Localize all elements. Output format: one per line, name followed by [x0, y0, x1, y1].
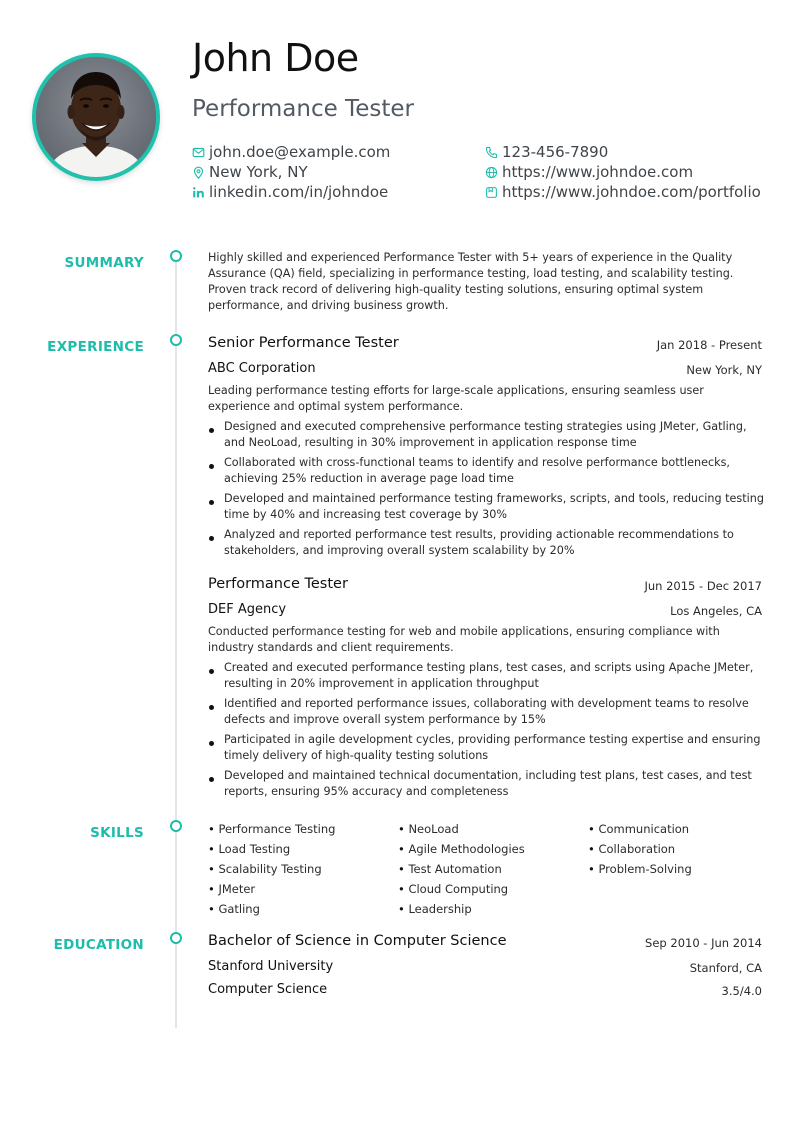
- skill-item: • Performance Testing: [208, 819, 398, 839]
- linkedin-icon: [192, 186, 205, 199]
- contact-website[interactable]: [485, 163, 693, 181]
- contact-linkedin-text: linkedin.com/in/johndoe: [209, 183, 389, 201]
- job-description: Leading performance testing efforts for large-scale applications, ensuring seamless user experience and optimal system performance.: [208, 384, 704, 413]
- candidate-role: Performance Tester: [192, 96, 414, 122]
- list-item: Collaborated with cross-functional teams to identify and resolve performance bottlenecks, achieving 25% reduction in average page load time: [208, 455, 764, 487]
- skill-item: • Scalability Testing: [208, 859, 398, 879]
- skill-item: • Test Automation: [398, 859, 588, 879]
- summary-text: Highly skilled and experienced Performance Tester with 5+ years of experience in the Quality Assurance (QA) field, specializing in performance testing, load testing, and scalability testing. Proven track record of delivering high-quality testing solutions, ensuring optimal system performance, and driving business growth.: [208, 251, 734, 312]
- job-company: DEF Agency: [208, 602, 287, 617]
- contact-linkedin[interactable]: [192, 183, 388, 201]
- skill-item: • Gatling: [208, 899, 398, 919]
- education-location: Stanford, CA: [689, 961, 762, 975]
- job-company: ABC Corporation: [208, 361, 316, 376]
- list-item: Analyzed and reported performance test results, providing actionable recommendations to stakeholders, and improving overall system scalability by 20%: [208, 527, 764, 559]
- section-title-skills: SKILLS: [90, 825, 144, 841]
- map-pin-icon: [192, 166, 205, 179]
- list-item: Developed and maintained technical documentation, including test plans, test cases, and test reports, ensuring 95% accuracy and completeness: [208, 768, 764, 800]
- timeline-dot-summary: [170, 250, 182, 262]
- contact-phone[interactable]: [485, 143, 608, 161]
- contact-portfolio-text: https://www.johndoe.com/portfolio: [502, 183, 761, 201]
- education-school: Stanford University: [208, 959, 334, 974]
- timeline-dot-experience: [170, 334, 182, 346]
- skill-item: • Leadership: [398, 899, 588, 919]
- job-dates: Jun 2015 - Dec 2017: [644, 579, 762, 593]
- education-field: Computer Science: [208, 982, 328, 997]
- skill-item: • NeoLoad: [398, 819, 588, 839]
- envelope-icon: [192, 146, 205, 159]
- profile-photo-ring: [32, 53, 160, 181]
- skill-item: • Load Testing: [208, 839, 398, 859]
- section-title-experience: EXPERIENCE: [47, 339, 144, 355]
- contact-website-text: https://www.johndoe.com: [502, 163, 694, 181]
- list-item: Participated in agile development cycles, providing performance testing expertise and ensuring timely delivery of high-quality testing solutions: [208, 732, 764, 764]
- list-item: Identified and reported performance issues, collaborating with development teams to resolve defects and improve overall system performance by 15%: [208, 696, 764, 728]
- profile-photo: [36, 57, 156, 177]
- skill-item: • Communication: [588, 819, 778, 839]
- job-bullets: [208, 660, 764, 804]
- job-title: Senior Performance Tester: [208, 335, 399, 351]
- job-description: Conducted performance testing for web and mobile applications, ensuring compliance with industry standards and client requirements.: [208, 625, 720, 654]
- portfolio-icon: [485, 186, 498, 199]
- list-item: Designed and executed comprehensive performance testing strategies using JMeter, Gatling, and NeoLoad, resulting in 30% improvement in application response time: [208, 419, 764, 451]
- contact-portfolio[interactable]: [485, 183, 761, 201]
- timeline-dot-skills: [170, 820, 182, 832]
- education-gpa: 3.5/4.0: [721, 984, 762, 998]
- section-title-education: EDUCATION: [53, 937, 144, 953]
- globe-icon: [485, 166, 498, 179]
- timeline-line: [175, 256, 177, 1028]
- education-dates: Sep 2010 - Jun 2014: [645, 936, 762, 950]
- skills-column: [208, 819, 398, 919]
- skills-column: [398, 819, 588, 919]
- skill-item: • Cloud Computing: [398, 879, 588, 899]
- job-title: Performance Tester: [208, 576, 348, 592]
- candidate-name: John Doe: [192, 36, 359, 80]
- skill-item: • Collaboration: [588, 839, 778, 859]
- job-bullets: [208, 419, 764, 563]
- skill-item: • Agile Methodologies: [398, 839, 588, 859]
- timeline-dot-education: [170, 932, 182, 944]
- contact-location: [192, 163, 308, 181]
- job-dates: Jan 2018 - Present: [656, 338, 762, 352]
- skill-item: • JMeter: [208, 879, 398, 899]
- skill-item: • Problem-Solving: [588, 859, 778, 879]
- list-item: Created and executed performance testing plans, test cases, and scripts using Apache JMeter, resulting in 20% improvement in application throughput: [208, 660, 764, 692]
- phone-icon: [485, 146, 498, 159]
- contact-email-text: john.doe@example.com: [209, 143, 391, 161]
- contact-email[interactable]: [192, 143, 390, 161]
- skills-grid: [208, 819, 778, 919]
- contact-phone-text: 123-456-7890: [502, 143, 609, 161]
- skills-column: [588, 819, 778, 919]
- job-location: New York, NY: [686, 363, 762, 377]
- list-item: Developed and maintained performance testing frameworks, scripts, and tools, reducing testing time by 40% and increasing test coverage by 30%: [208, 491, 764, 523]
- profile-photo-illustration: [36, 57, 156, 177]
- job-location: Los Angeles, CA: [670, 604, 762, 618]
- education-degree: Bachelor of Science in Computer Science: [208, 933, 507, 949]
- section-title-summary: SUMMARY: [64, 255, 144, 271]
- contact-location-text: New York, NY: [209, 163, 308, 181]
